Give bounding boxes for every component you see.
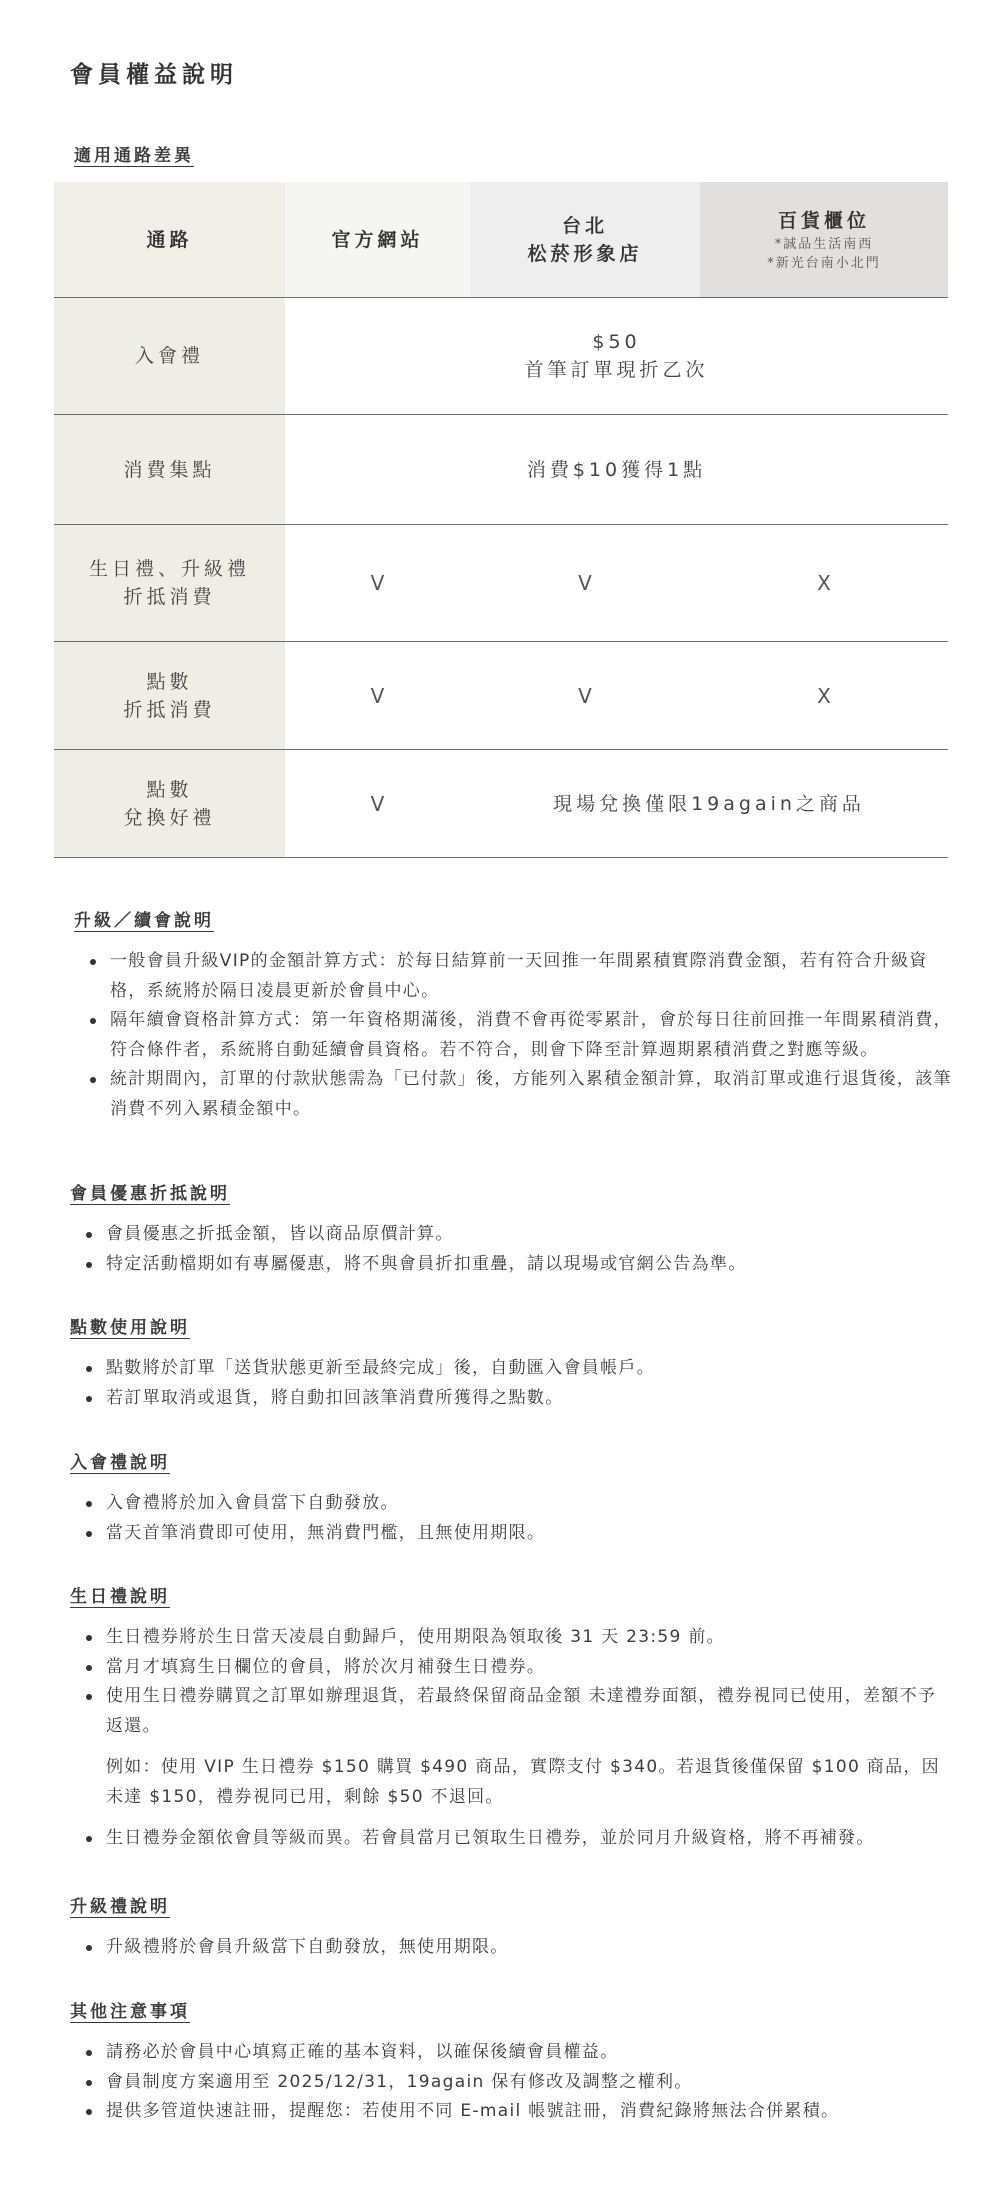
header-counter-note-2: *新光台南小北門 [767,255,881,271]
welcome-gift-desc: 首筆訂單現折乙次 [524,359,709,381]
header-taipei-store [470,182,700,298]
bullet-list [80,1824,950,1854]
list-item: 若訂單取消或退貨，將自動扣回該筆消費所獲得之點數。 [80,1384,950,1414]
list-item: 提供多管道快速註冊，提醒您：若使用不同 E-mail 帳號註冊，消費紀錄將無法合併累積。 [80,2097,950,2127]
section-heading: 點數使用說明 [70,1318,190,1338]
list-item: 會員制度方案適用至 2025/12/31，19again 保有修改及調整之權利。 [80,2068,950,2098]
list-item: 點數將於訂單「送貨狀態更新至最終完成」後，自動匯入會員帳戶。 [80,1354,950,1384]
channel-comparison-table [54,182,948,858]
row-label-line2: 折抵消費 [123,698,216,721]
section-heading: 其他注意事項 [70,2002,190,2022]
points-redeem-store [470,642,700,750]
row-label-line1: 點數 [146,670,193,693]
section-welcome-gift [70,1448,950,1548]
section-heading: 生日禮說明 [70,1587,170,1607]
section-upgrade-gift [70,1892,950,1963]
gift-redeem-official [285,525,470,642]
points-redeem-official [285,642,470,750]
check-mark: V [370,683,385,708]
check-mark: V [370,571,385,595]
row-label-line1: 生日禮、升級禮 [88,558,250,580]
list-item: 當天首筆消費即可使用，無消費門檻，且無使用期限。 [80,1519,950,1549]
row-label-line2: 折抵消費 [123,586,216,608]
bullet-list [80,1489,950,1548]
cross-mark: X [817,571,831,595]
header-counter-note-1: *誠品生活南西 [774,236,874,252]
bullet-list [84,947,954,1124]
points-earning-value [285,415,948,525]
header-channel-label: 通路 [146,228,193,251]
row-label-text: 入會禮 [134,345,204,367]
header-taipei-line1: 台北 [561,214,608,237]
gift-redeem-counter [700,525,948,642]
row-label-line1: 點數 [146,778,193,801]
header-channel [54,182,285,298]
points-exchange-offline [470,750,948,858]
list-item: 一般會員升級VIP的金額計算方式：於每日結算前一天回推一年間累積實際消費金額，若有符合升級資格，系統將於隔日凌晨更新於會員中心。 [84,947,954,1006]
header-taipei-line2: 松菸形象店 [527,242,643,265]
check-mark: V [370,791,385,816]
points-redeem-counter [700,642,948,750]
row-label-points-redeem [54,642,285,750]
cross-mark: X [817,683,831,708]
birthday-gift-example: 例如：使用 VIP 生日禮券 $150 購買 $490 商品，實際支付 $340。若退貨後僅保留 $100 商品，因未達 $150，禮券視同已用，剩餘 $50 不退回。 [106,1757,940,1807]
list-item: 會員優惠之折抵金額，皆以商品原價計算。 [80,1220,950,1250]
bullet-list [80,1354,950,1413]
bullet-list [80,2038,950,2127]
welcome-gift-amount: $50 [592,331,641,353]
list-item: 當月才填寫生日欄位的會員，將於次月補發生日禮券。 [80,1653,950,1683]
list-item: 升級禮將於會員升級當下自動發放，無使用期限。 [80,1933,950,1963]
list-item: 請務必於會員中心填寫正確的基本資料，以確保後續會員權益。 [80,2038,950,2068]
row-label-welcome-gift [54,298,285,415]
list-item: 隔年續會資格計算方式：第一年資格期滿後，消費不會再從零累計，會於每日往前回推一年間累積消費，符合條件者，系統將自動延續會員資格。若不符合，則會下降至計算週期累積消費之對應等級。 [84,1006,954,1065]
bullet-list [80,1933,950,1963]
row-label-text: 消費集點 [123,458,216,481]
list-item: 生日禮券金額依會員等級而異。若會員當月已領取生日禮券，並於同月升級資格，將不再補發。 [80,1824,950,1854]
channel-table-heading: 適用通路差異 [74,146,194,166]
section-heading: 升級禮說明 [70,1897,170,1917]
points-exchange-official [285,750,470,858]
points-exchange-text: 現場兌換僅限19again之商品 [553,792,865,815]
check-mark: V [578,571,592,595]
section-heading: 升級／續會說明 [74,911,214,931]
section-heading: 入會禮說明 [70,1453,170,1473]
header-counter-title: 百貨櫃位 [777,209,870,232]
section-upgrade-renew [74,906,954,1124]
header-official-site-label: 官方網站 [331,228,424,251]
row-label-gift-redeem [54,525,285,642]
points-earning-text: 消費$10獲得1點 [526,458,707,481]
bullet-list [80,1623,950,1741]
header-department-counter [700,182,948,298]
section-discount [70,1179,950,1279]
check-mark: V [578,683,592,708]
list-item: 生日禮券將於生日當天凌晨自動歸戶，使用期限為領取後 31 天 23:59 前。 [80,1623,950,1653]
gift-redeem-store [470,525,700,642]
welcome-gift-value [285,298,948,415]
section-heading: 會員優惠折抵說明 [70,1184,230,1204]
section-other-notes [70,1997,950,2127]
list-item: 特定活動檔期如有專屬優惠，將不與會員折扣重疊，請以現場或官網公告為準。 [80,1250,950,1280]
row-label-points-earning [54,415,285,525]
section-birthday-gift [70,1582,950,1854]
list-item: 統計期間內，訂單的付款狀態需為「已付款」後，方能列入累積金額計算，取消訂單或進行退貨後，該筆消費不列入累積金額中。 [84,1065,954,1124]
bullet-list [80,1220,950,1279]
list-item: 使用生日禮券購買之訂單如辦理退貨，若最終保留商品金額 未達禮券面額，禮券視同已使用，差額不予返還。 [80,1682,950,1741]
page-title: 會員權益說明 [70,62,238,88]
section-points [70,1313,950,1413]
row-label-points-exchange [54,750,285,858]
header-official-site [285,182,470,298]
row-label-line2: 兌換好禮 [123,806,216,829]
list-item: 入會禮將於加入會員當下自動發放。 [80,1489,950,1519]
